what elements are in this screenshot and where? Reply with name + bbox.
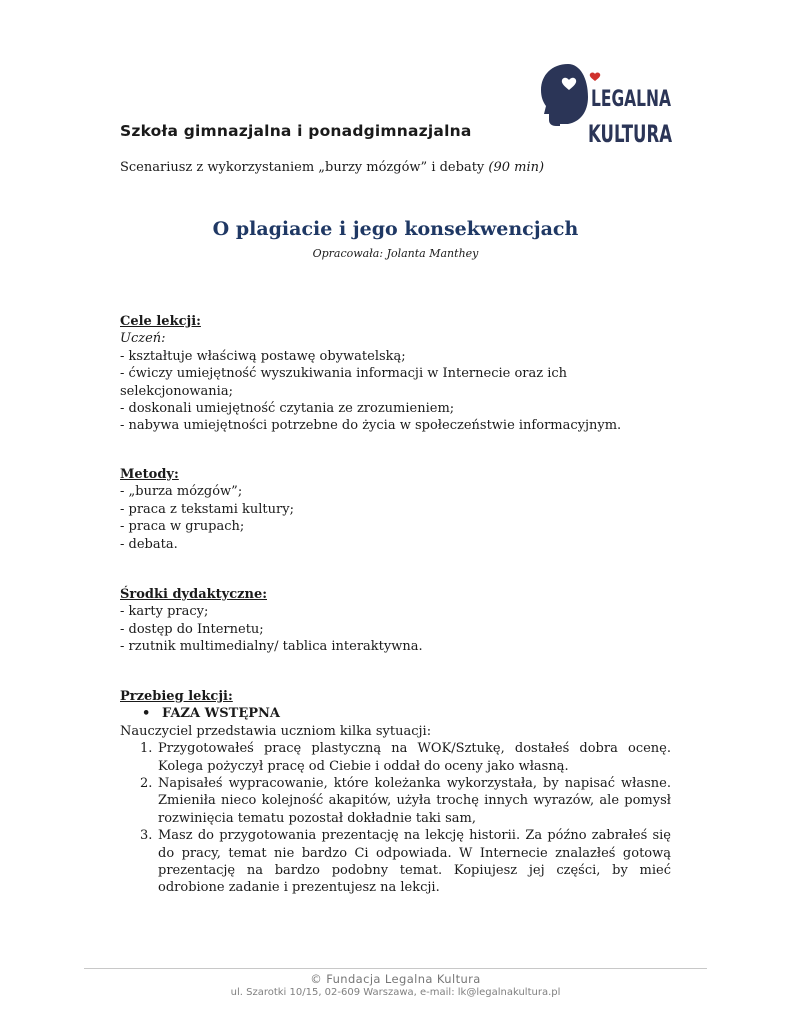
head-silhouette-icon	[538, 62, 678, 152]
footer-organization: © Fundacja Legalna Kultura	[310, 972, 481, 986]
tools-item: - rzutnik multimedialny/ tablica interaktywna.	[120, 639, 423, 655]
footer-divider	[84, 968, 707, 969]
scenario-subtitle	[120, 160, 544, 175]
tools-item: - karty pracy;	[120, 604, 209, 620]
phase-line	[120, 705, 671, 722]
item-text: Napisałeś wypracowanie, które koleżanka wykorzystała, by napisać własne. Zmieniła nieco kolejność akapitów, użyła trochę innych wyrazów, ale pomysł rozwinięcia tematu pozostał dokładnie taki sam,	[158, 776, 671, 826]
situations-list	[120, 740, 671, 897]
goals-item: - ćwiczy umiejętność wyszukiwania informacji w Internecie oraz ich	[120, 366, 568, 382]
logo-line1: LEGALNA	[591, 87, 671, 112]
course-heading: Przebieg lekcji:	[120, 689, 233, 704]
course-section	[120, 688, 671, 897]
phase-title: FAZA WSTĘPNA	[162, 706, 280, 722]
item-number: 2.	[140, 776, 153, 792]
methods-item: - praca z tekstami kultury;	[120, 501, 294, 517]
goals-heading: Cele lekcji:	[120, 314, 201, 329]
methods-item: - „burza mózgów”;	[120, 484, 243, 500]
goals-item: - nabywa umiejętności potrzebne do życia w społeczeństwie informacyjnym.	[120, 418, 622, 434]
legalna-kultura-logo	[538, 62, 678, 152]
course-intro: Nauczyciel przedstawia uczniom kilka sytuacji:	[120, 723, 432, 739]
item-number: 1.	[140, 741, 153, 757]
goals-item: - kształtuje właściwą postawę obywatelską;	[120, 348, 406, 364]
list-item	[120, 775, 671, 827]
list-item	[120, 740, 671, 775]
goals-item: - doskonali umiejętność czytania ze zrozumieniem;	[120, 401, 455, 417]
tools-item: - dostęp do Internetu;	[120, 621, 264, 637]
bullet-icon: •	[142, 706, 151, 722]
list-item	[120, 827, 671, 897]
scenario-time: (90 min)	[488, 160, 545, 175]
item-text: Przygotowałeś pracę plastyczną na WOK/Sztukę, dostałeś dobra ocenę. Kolega pożyczył pracę od Ciebie i oddał do oceny jako własną.	[158, 741, 671, 774]
methods-item: - debata.	[120, 536, 178, 552]
methods-heading: Metody:	[120, 467, 179, 482]
tools-section	[120, 586, 671, 656]
logo-line2: KULTURA	[588, 120, 673, 148]
item-text: Masz do przygotowania prezentację na lekcję historii. Za późno zabrałeś się do pracy, temat nie bardzo Ci odpowiada. W Internecie znalazłeś gotową prezentację na bardzo podobny temat. Kopiujesz jej części, by mieć odrobione zadanie i prezentujesz na lekcji.	[158, 828, 671, 896]
methods-item: - praca w grupach;	[120, 519, 245, 535]
goals-item: selekcjonowania;	[120, 383, 233, 399]
scenario-text: Scenariusz z wykorzystaniem „burzy mózgów” i debaty	[120, 160, 485, 175]
author-line: Opracowała: Jolanta Manthey	[312, 247, 479, 260]
goals-section	[120, 313, 671, 435]
school-type: Szkoła gimnazjalna i ponadgimnazjalna	[120, 122, 472, 140]
goals-intro: Uczeń:	[120, 331, 166, 347]
methods-section	[120, 466, 671, 553]
page-title: O plagiacie i jego konsekwencjach	[212, 218, 579, 240]
item-number: 3.	[140, 828, 153, 844]
footer-address: ul. Szarotki 10/15, 02-609 Warszawa, e-mail: lk@legalnakultura.pl	[230, 987, 561, 998]
tools-heading: Środki dydaktyczne:	[120, 587, 268, 602]
